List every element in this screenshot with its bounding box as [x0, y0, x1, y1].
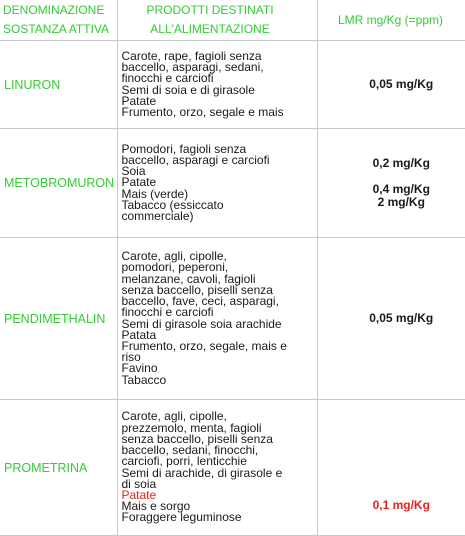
header-food-products: PRODOTTI DESTINATI ALL'ALIMENTAZIONE	[117, 0, 317, 41]
table-row	[0, 41, 465, 129]
header-lmr: LMR mg/Kg (=ppm)	[317, 0, 465, 41]
substance-name: PENDIMETHALIN	[0, 238, 117, 400]
table-row	[0, 238, 465, 400]
highlighted-lmr: 0,1 mg/Kg	[372, 498, 430, 512]
lmr-value: 0,05 mg/Kg	[317, 238, 465, 400]
substance-name: METOBROMURON	[0, 129, 117, 238]
product-list: Pomodori, fagioli senza baccello, asparagi e carciofi Soia Patate Mais (verde) Tabacco (essiccato commerciale)	[117, 129, 317, 238]
highlighted-product: Patate	[121, 487, 157, 502]
substance-name: PROMETRINA	[0, 400, 117, 536]
lmr-value: 0,05 mg/Kg	[317, 41, 465, 129]
table-row	[0, 400, 465, 536]
lmr-value	[317, 400, 465, 536]
substance-name: LINURON	[0, 41, 117, 129]
header-active-substance: DENOMINAZIONE SOSTANZA ATTIVA	[0, 0, 117, 41]
product-list: Carote, agli, cipolle, prezzemolo, menta, fagioli senza baccello, piselli senza baccello, sedani, finocchi, carciofi, porri, lenticchie Semi di arachide, di girasole e di soia Patate Mais e sorgo Foraggere leguminose	[117, 400, 317, 536]
header-row	[0, 0, 465, 41]
product-list: Carote, agli, cipolle, pomodori, peperoni, melanzane, cavoli, fagioli senza baccello, piselli senza baccello, fave, ceci, asparagi, finocchi e carciofi Semi di girasole soia arachide Patata Frumento, orzo, segale, mais e riso Favino Tabacco	[117, 238, 317, 400]
lmr-value: 0,2 mg/Kg 0,4 mg/Kg 2 mg/Kg	[317, 129, 465, 238]
product-list: Carote, rape, fagioli senza baccello, asparagi, sedani, finocchi e carciofi Semi di soia e di girasole Patate Frumento, orzo, segale e mais	[117, 41, 317, 129]
table-row	[0, 129, 465, 238]
